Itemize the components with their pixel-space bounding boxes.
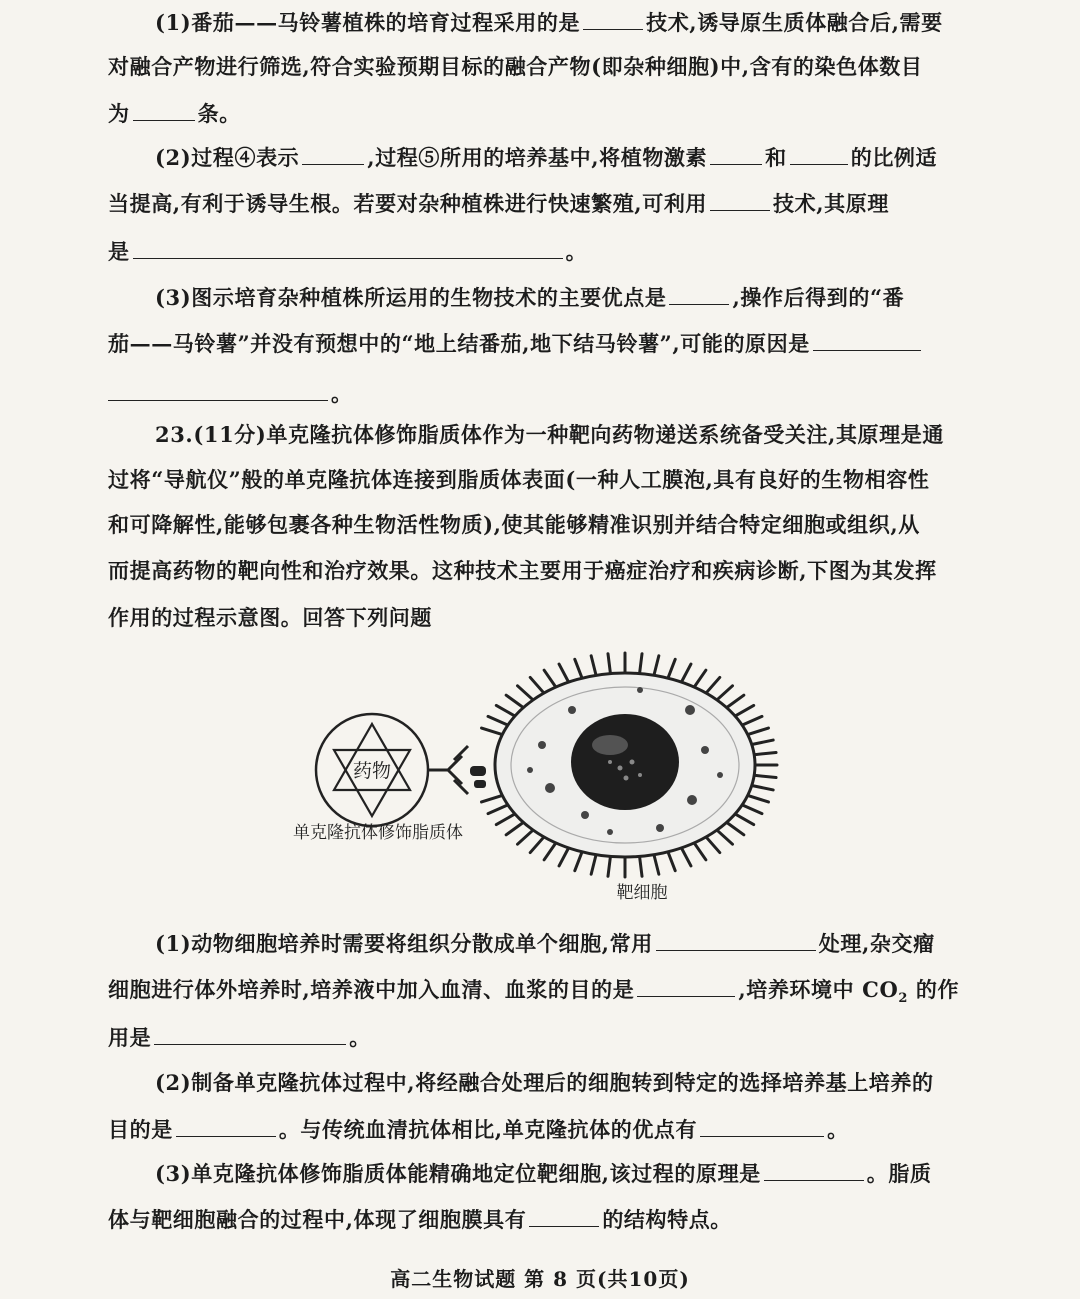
q22-p3-line2 (108, 328, 950, 359)
antibody-icon (428, 746, 468, 794)
answer-blank[interactable] (529, 1204, 599, 1227)
answer-blank[interactable] (669, 282, 729, 305)
text: 体与靶细胞融合的过程中,体现了细胞膜具有 (108, 1207, 527, 1232)
answer-blank[interactable] (176, 1114, 276, 1137)
cell-spike (518, 686, 534, 700)
text: 。 (349, 1025, 371, 1050)
cell-spike (530, 677, 544, 693)
cell-spike (748, 795, 769, 802)
receptor-icon (470, 766, 486, 788)
nucleus-highlight (592, 735, 628, 755)
answer-blank[interactable] (108, 378, 328, 401)
q22-p1-line1 (155, 7, 950, 38)
cell-spike (694, 843, 706, 860)
cell-spike (668, 659, 675, 678)
cell-spike (752, 785, 773, 789)
q23-s1-line1 (155, 928, 950, 959)
cell-spike (591, 855, 596, 874)
text: ,培养环境中 CO (738, 977, 899, 1002)
cell-spike (559, 848, 569, 866)
liposome-target-cell-figure (280, 650, 800, 910)
text: (3)图示培育杂种植株所运用的生物技术的主要优点是 (155, 285, 667, 310)
q23-s1-line3 (108, 1022, 950, 1053)
q23-intro-line5: 作用的过程示意图。回答下列问题 (108, 605, 432, 630)
cell-spike (640, 856, 642, 876)
cell-spike (518, 830, 534, 844)
text: ,操作后得到的“番 (732, 285, 905, 310)
text: (1)动物细胞培养时需要将组织分散成单个细胞,常用 (155, 931, 653, 956)
q23-s3-line2 (108, 1204, 950, 1235)
text: 处理,杂交瘤 (818, 931, 935, 956)
text: 技术,诱导原生质体融合后,需要 (646, 10, 943, 35)
cell-spike (754, 775, 776, 777)
q22-p2-line3 (108, 236, 950, 267)
text: 目的是 (108, 1117, 173, 1142)
answer-blank[interactable] (656, 928, 816, 951)
cell-spike (706, 677, 720, 693)
text: 的比例适 (850, 145, 938, 170)
text: 的结构特点。 (602, 1207, 732, 1232)
drug-label: 药物 (352, 760, 392, 782)
cell-spike (706, 837, 720, 853)
cell-spike (530, 837, 544, 853)
cell-spike (482, 728, 503, 735)
text: (2)过程④表示 (155, 145, 300, 170)
cell-spike (754, 752, 776, 754)
cell-spike (488, 716, 508, 725)
cell-spike (506, 695, 523, 707)
cell-spike (640, 654, 642, 674)
text: 细胞进行体外培养时,培养液中加入血清、血浆的目的是 (108, 977, 635, 1002)
text: 当提高,有利于诱导生根。若要对杂种植株进行快速繁殖,可利用 (108, 191, 708, 216)
q22-p2-line2 (108, 188, 950, 219)
q22-p2-line1 (155, 142, 950, 173)
text: 技术,其原理 (773, 191, 889, 216)
answer-blank[interactable] (154, 1022, 346, 1045)
answer-blank[interactable] (637, 974, 735, 997)
text: (3)单克隆抗体修饰脂质体能精确地定位靶细胞,该过程的原理是 (155, 1161, 761, 1186)
cell-spike (482, 795, 503, 802)
text: 是 (108, 239, 130, 264)
page-footer: 高二生物试题 第 8 页(共10页) (390, 1267, 690, 1291)
answer-blank[interactable] (764, 1158, 864, 1181)
cell-spike (591, 656, 596, 675)
cell-spike (488, 805, 508, 814)
text: 。 (331, 381, 353, 406)
q23-intro-line4: 而提高药物的靶向性和治疗效果。这种技术主要用于癌症治疗和疾病诊断,下图为其发挥 (108, 558, 937, 583)
q22-p1-line3 (108, 98, 950, 129)
answer-blank[interactable] (813, 328, 921, 351)
q23-intro-line2: 过将“导航仪”般的单克隆抗体连接到脂质体表面(一种人工膜泡,具有良好的生物相容性 (108, 467, 930, 492)
q23-s1-line2 (108, 974, 960, 1014)
answer-blank[interactable] (700, 1114, 824, 1137)
cell-spike (559, 664, 569, 682)
q23-s2-line1: (2)制备单克隆抗体过程中,将经融合处理后的细胞转到特定的选择培养基上培养的 (155, 1070, 934, 1095)
answer-blank[interactable] (302, 142, 364, 165)
q23-s2-line2 (108, 1114, 950, 1145)
nucleus (571, 714, 679, 810)
cell-spike (727, 695, 744, 707)
cell-spike (544, 843, 556, 860)
text: 。 (565, 239, 588, 264)
q23-intro-line1: 23.(11分)单克隆抗体修饰脂质体作为一种靶向药物递送系统备受关注,其原理是通 (155, 422, 944, 447)
liposome-label: 单克隆抗体修饰脂质体 (293, 823, 463, 843)
text: (1)番茄——马铃薯植株的培育过程采用的是 (155, 10, 581, 35)
q23-s3-line1 (155, 1158, 950, 1189)
text: 用是 (108, 1025, 152, 1050)
cell-spike (608, 856, 610, 876)
cell-spike (668, 852, 675, 871)
text: 茄——马铃薯”并没有预想中的“地上结番茄,地下结马铃薯”,可能的原因是 (108, 331, 810, 356)
q22-p3-line1 (155, 282, 950, 313)
cell-spike (496, 705, 515, 716)
cell-spike (681, 848, 691, 866)
text: 。与传统血清抗体相比,单克隆抗体的优点有 (278, 1117, 698, 1142)
cell-spike (544, 670, 556, 687)
text: ,过程⑤所用的培养基中,将植物激素 (367, 145, 708, 170)
cell-spike (681, 664, 691, 682)
cell-spike (717, 686, 733, 700)
cell-spike (727, 822, 744, 834)
cell-spike (735, 705, 754, 716)
subscript: 2 (898, 991, 908, 1007)
text: 。脂质 (866, 1161, 932, 1186)
cell-spike (752, 740, 773, 744)
text: 和 (765, 145, 787, 170)
answer-blank[interactable] (583, 7, 643, 30)
answer-blank[interactable] (790, 142, 848, 165)
cell-spike (694, 670, 706, 687)
text: 条。 (197, 101, 241, 126)
cell-spike (654, 656, 659, 675)
answer-blank[interactable] (710, 142, 762, 165)
cell-spike (717, 830, 733, 844)
cell-spike (742, 716, 762, 725)
cell-spike (575, 659, 582, 678)
q23-intro-line3: 和可降解性,能够包裹各种生物活性物质),使其能够精准识别并结合特定细胞或组织,从 (108, 512, 920, 537)
text: 为 (108, 101, 130, 126)
cell-spike (506, 822, 523, 834)
q22-p1-line2: 对融合产物进行筛选,符合实验预期目标的融合产物(即杂种细胞)中,含有的染色体数目 (108, 54, 923, 79)
cell-spike (608, 654, 610, 674)
answer-blank[interactable] (133, 236, 563, 259)
cell-spike (748, 728, 769, 735)
cell-spike (575, 852, 582, 871)
cell-spike (496, 814, 515, 825)
target-cell-label: 靶细胞 (616, 883, 668, 903)
cell-spike (735, 814, 754, 825)
q22-p3-line3 (108, 378, 950, 409)
answer-blank[interactable] (710, 188, 770, 211)
text: 的作 (908, 977, 960, 1002)
answer-blank[interactable] (133, 98, 195, 121)
cell-spike (742, 805, 762, 814)
cell-spike (654, 855, 659, 874)
text: 。 (827, 1117, 849, 1142)
